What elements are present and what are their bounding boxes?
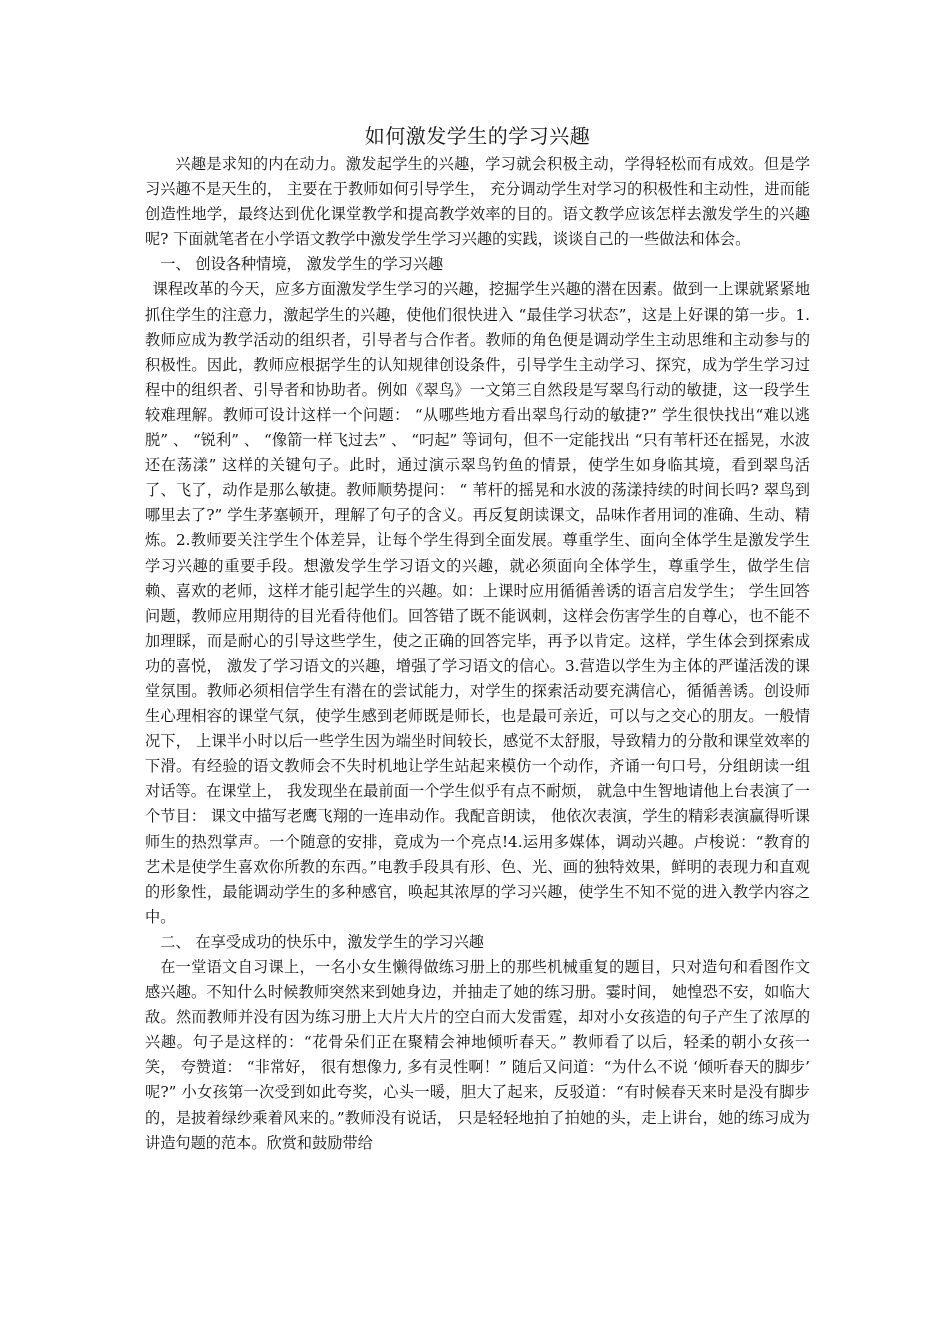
document-title: 如何激发学生的学习兴趣 <box>364 124 591 148</box>
intro-paragraph: 兴趣是求知的内在动力。激发起学生的兴趣，学习就会积极主动，学得轻松而有成效。但是学习兴趣不是天生的， 主要在于教师如何引导学生， 充分调动学生对学习的积极性和主动性，进而能创造性地学，最终达到优化课堂教学和提高教学效率的目的。语文教学应该怎样去激发学生的兴趣呢? 下面就笔者在小学语文教学中激发学生学习兴趣的实践，谈谈自己的一些做法和体会。 <box>145 155 810 249</box>
section-2-paragraph: 在一堂语文自习课上，一名小女生懒得做练习册上的那些机械重复的题目，只对造句和看图作文感兴趣。不知什么时候教师突然来到她身边，并抽走了她的练习册。霎时间， 她惶恐不安，如临大敌。然而教师并没有因为练习册上大片大片的空白而大发雷霆，却对小女孩造的句子产生了浓厚的兴趣。句子是这样的：“花骨朵们正在聚精会神地倾听春天。” 教师看了以后，轻柔的朝小女孩一笑， 夸赞道： “非常好， 很有想像力, 多有灵性啊！” 随后又问道：“为什么不说 ‘倾听春天的脚步’ 呢?” 小女孩第一次受到如此夸奖，心头一暖，胆大了起来，反驳道：“有时候春天来时是没有脚步的，是披着绿纱乘着风来的。”教师没有说话， 只是轻轻地拍了拍她的头，走上讲台，她的练习成为讲造句题的范本。欣赏和鼓励带给 <box>145 958 810 1152</box>
section-1-paragraph: 课程改革的今天，应多方面激发学生学习的兴趣，挖掘学生兴趣的潜在因素。做到一上课就紧紧地抓住学生的注意力，激起学生的兴趣，使他们很快进入 “最佳学习状态”，这是上好课的第一步。1. 教师应成为教学活动的组织者，引导者与合作者。教师的角色便是调动学生主动思维和主动参与的积极性。因此，教师应根据学生的认知规律创设条件，引导学生主动学习、探究，成为学生学习过程中的组织者、引导者和协助者。例如《翠鸟》一文第三自然段是写翠鸟行动的敏捷，这一段学生较难理解。教师可设计这样一个问题： “从哪些地方看出翠鸟行动的敏捷?” 学生很快找出“难以逃脱” 、 “锐利” 、 “像箭一样飞过去” 、 “叼起” 等词句，但不一定能找出 “只有苇杆还在摇晃，水波还在荡漾” 这样的关键句子。此时，通过演示翠鸟钓鱼的情景，使学生如身临其境，看到翠鸟活了、飞了，动作是那么敏捷。教师顺势提问： “ 苇杆的摇晃和水波的荡漾持续的时间长吗? 翠鸟到哪里去了?” 学生茅塞顿开，理解了句子的含义。再反复朗读课文，品味作者用词的准确、生动、精炼。2.教师要关注学生个体差异，让每个学生得到全面发展。尊重学生、面向全体学生是激发学生学习兴趣的重要手段。想激发学生学习语文的兴趣，就必须面向全体学生，尊重学生，做学生信赖、喜欢的老师，这样才能引起学生的兴趣。如：上课时应用循循善诱的语言启发学生； 学生回答问题，教师应用期待的目光看待他们。回答错了既不能讽刺，这样会伤害学生的自尊心，也不能不加理睬，而是耐心的引导这些学生，使之正确的回答完毕，再予以肯定。这样，学生体会到探索成功的喜悦， 激发了学习语文的兴趣，增强了学习语文的信心。3.营造以学生为主体的严谨活泼的课堂氛围。教师必须相信学生有潜在的尝试能力，对学生的探索活动要充满信心，循循善诱。创设师生心理相容的课堂气氛，使学生感到老师既是师长，也是最可亲近，可以与之交心的朋友。一般情况下， 上课半小时以后一些学生因为端坐时间较长，感觉不太舒服，导致精力的分散和课堂效率的下滑。有经验的语文教师会不失时机地让学生站起来模仿一个动作，齐诵一句口号，分组朗读一组对话等。在课堂上， 我发现坐在最前面一个学生似乎有点不耐烦， 就急中生智地请他上台表演了一个节目： 课文中描写老鹰飞翔的一连串动作。我配音朗读， 他依次表演，学生的精彩表演赢得听课师生的热烈掌声。一个随意的安排，竟成为一个亮点!4.运用多媒体，调动兴趣。卢梭说：“教育的艺术是使学生喜欢你所教的东西。”电教手段具有形、色、光、画的独特效果，鲜明的表现力和直观的形象性，最能调动学生的多种感官，唤起其浓厚的学习兴趣，使学生不知不觉的进入教学内容之中。 <box>145 280 810 926</box>
document-page <box>145 122 810 1156</box>
section-1-heading: 一、 创设各种情境， 激发学生的学习兴趣 <box>160 255 444 274</box>
section-2-heading: 二、 在享受成功的快乐中，激发学生的学习兴趣 <box>160 932 484 951</box>
